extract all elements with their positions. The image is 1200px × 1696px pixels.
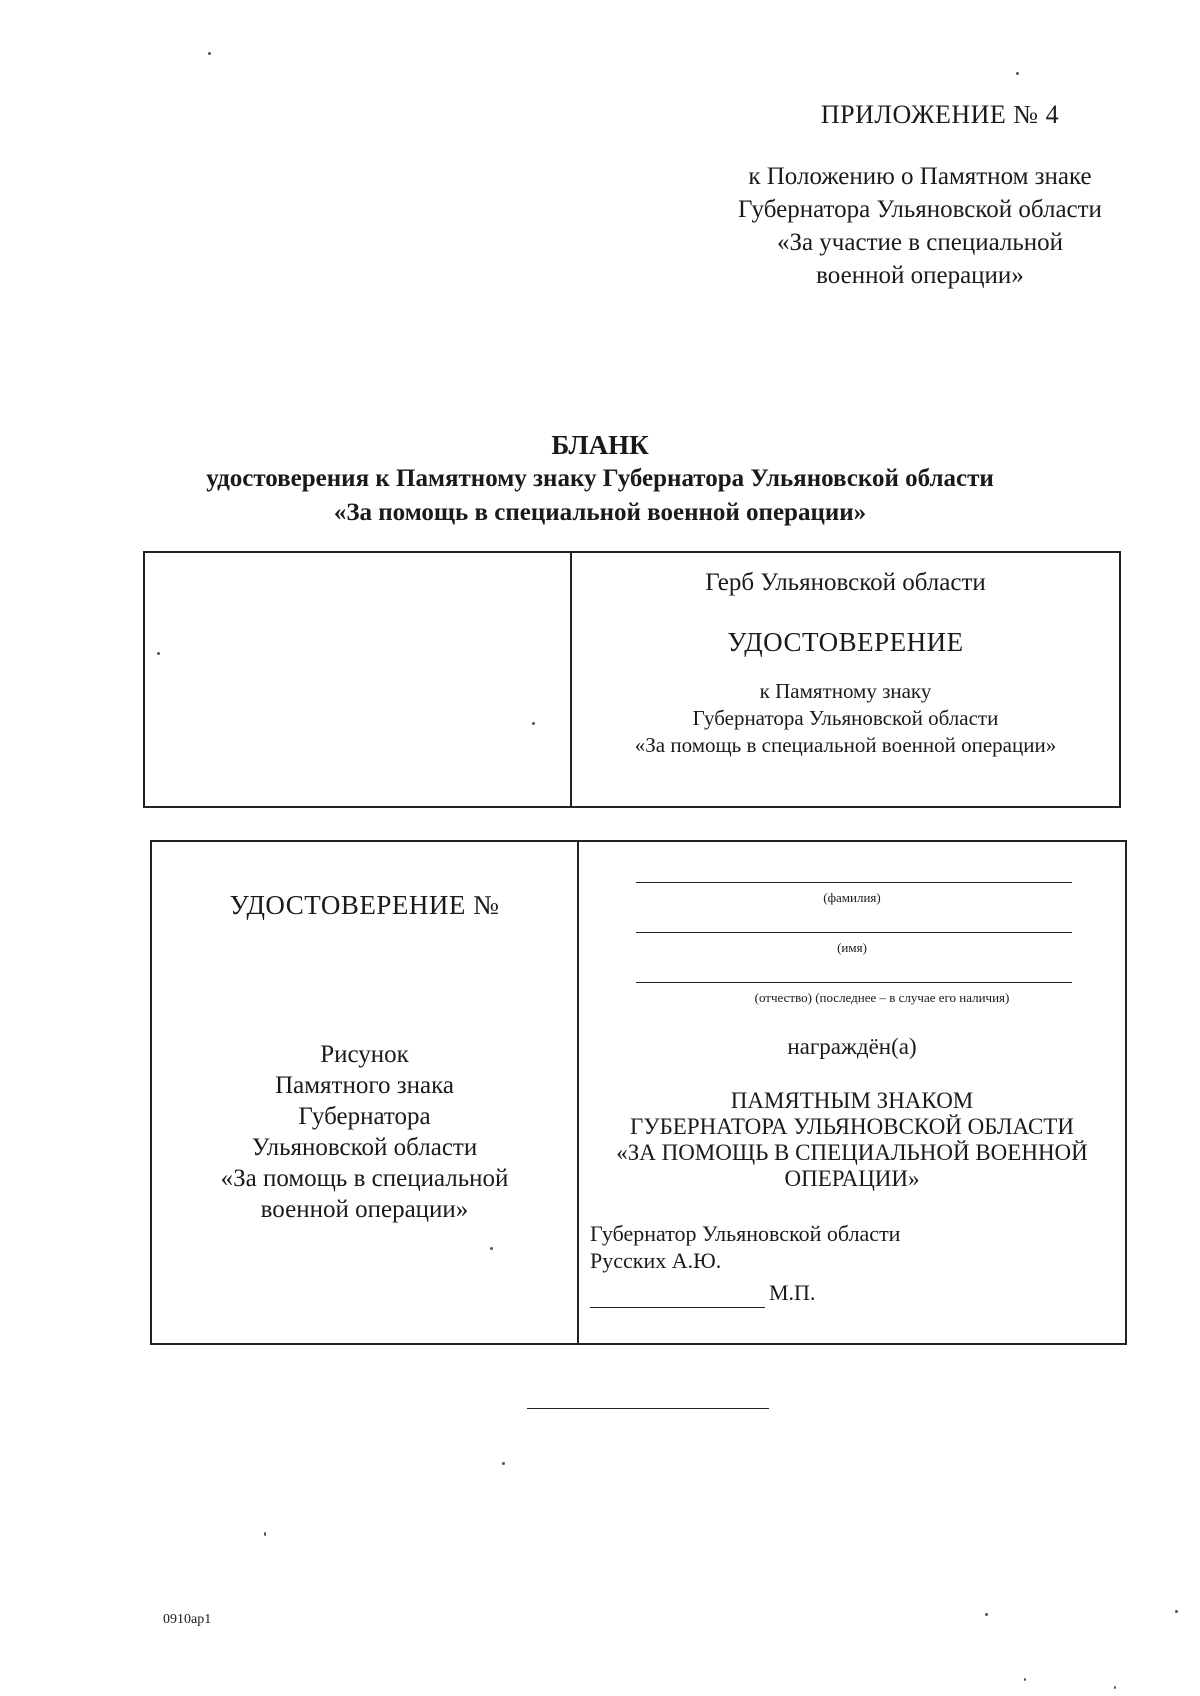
- scan-speck: [264, 1532, 266, 1536]
- end-divider: [527, 1408, 769, 1409]
- award-name-line: ГУБЕРНАТОРА УЛЬЯНОВСКОЙ ОБЛАСТИ: [630, 1114, 1074, 1139]
- signature-line: [590, 1307, 765, 1308]
- form-title-line: БЛАНК: [551, 430, 649, 460]
- scan-speck: [1016, 72, 1019, 75]
- cover-subtitle-line: «За помощь в специальной военной операции»: [634, 733, 1057, 757]
- inner-left-panel: [152, 842, 579, 1343]
- cover-back-panel: [145, 553, 572, 806]
- cover-subtitle: [572, 678, 1119, 759]
- scan-speck: [1114, 1686, 1116, 1689]
- form-title-line: удостоверения к Памятному знаку Губернатора Ульяновской области: [206, 465, 994, 492]
- awarded-label: награждён(а): [787, 1034, 917, 1059]
- cover-front-panel: [572, 553, 1119, 806]
- governor-signatory: [590, 1220, 900, 1274]
- caption-line: Рисунок: [320, 1041, 409, 1068]
- scan-speck: [1024, 1678, 1026, 1681]
- scan-speck: [157, 652, 160, 655]
- surname-line: [636, 882, 1072, 883]
- scan-speck: [490, 1247, 493, 1250]
- governor-title: Губернатор Ульяновской области: [590, 1221, 901, 1246]
- award-name-line: ПАМЯТНЫМ ЗНАКОМ: [730, 1088, 974, 1113]
- appendix-reference: [690, 160, 1150, 292]
- form-title: [0, 428, 1200, 530]
- appendix-reference-line: «За участие в специальной: [776, 229, 1064, 256]
- scan-speck: [1175, 1610, 1178, 1613]
- certificate-inner: [150, 840, 1127, 1345]
- surname-label: (фамилия): [823, 890, 881, 905]
- appendix-title: ПРИЛОЖЕНИЕ № 4: [820, 100, 1060, 129]
- award-name-line: ОПЕРАЦИИ»: [784, 1166, 920, 1191]
- certificate-cover: [143, 551, 1121, 808]
- scan-speck: [985, 1613, 988, 1616]
- appendix-reference-line: к Положению о Памятном знаке: [748, 163, 1092, 190]
- cover-subtitle-line: к Памятному знаку: [759, 679, 932, 703]
- seal-place-label: М.П.: [769, 1280, 816, 1305]
- cover-subtitle-line: Губернатора Ульяновской области: [692, 706, 999, 730]
- badge-picture-caption: [152, 1039, 577, 1225]
- scan-speck: [502, 1462, 505, 1465]
- name-label: (имя): [837, 940, 867, 955]
- caption-line: «За помощь в специальной: [220, 1165, 509, 1192]
- governor-name: Русских А.Ю.: [590, 1248, 722, 1273]
- caption-line: военной операции»: [260, 1196, 469, 1223]
- scan-speck: [208, 52, 211, 55]
- appendix-block: [690, 100, 1150, 292]
- name-line: [636, 932, 1072, 933]
- patronymic-label: (отчество) (последнее – в случае его наличия): [754, 990, 1010, 1005]
- appendix-reference-line: военной операции»: [816, 262, 1024, 289]
- certificate-number: УДОСТОВЕРЕНИЕ №: [229, 890, 500, 920]
- caption-line: Ульяновской области: [251, 1134, 478, 1161]
- coat-of-arms-label: Герб Ульяновской области: [705, 569, 986, 596]
- award-name-line: «ЗА ПОМОЩЬ В СПЕЦИАЛЬНОЙ ВОЕННОЙ: [616, 1140, 1088, 1165]
- award-name: [579, 1088, 1125, 1192]
- form-title-line: «За помощь в специальной военной операции»: [333, 499, 867, 526]
- caption-line: Памятного знака: [275, 1072, 454, 1099]
- appendix-reference-line: Губернатора Ульяновской области: [738, 196, 1102, 223]
- inner-right-panel: [579, 842, 1125, 1343]
- caption-line: Губернатора: [298, 1103, 431, 1130]
- scan-speck: [532, 722, 535, 725]
- patronymic-line: [636, 982, 1072, 983]
- cover-heading: УДОСТОВЕРЕНИЕ: [727, 627, 964, 657]
- document-code: 0910ар1: [163, 1612, 212, 1627]
